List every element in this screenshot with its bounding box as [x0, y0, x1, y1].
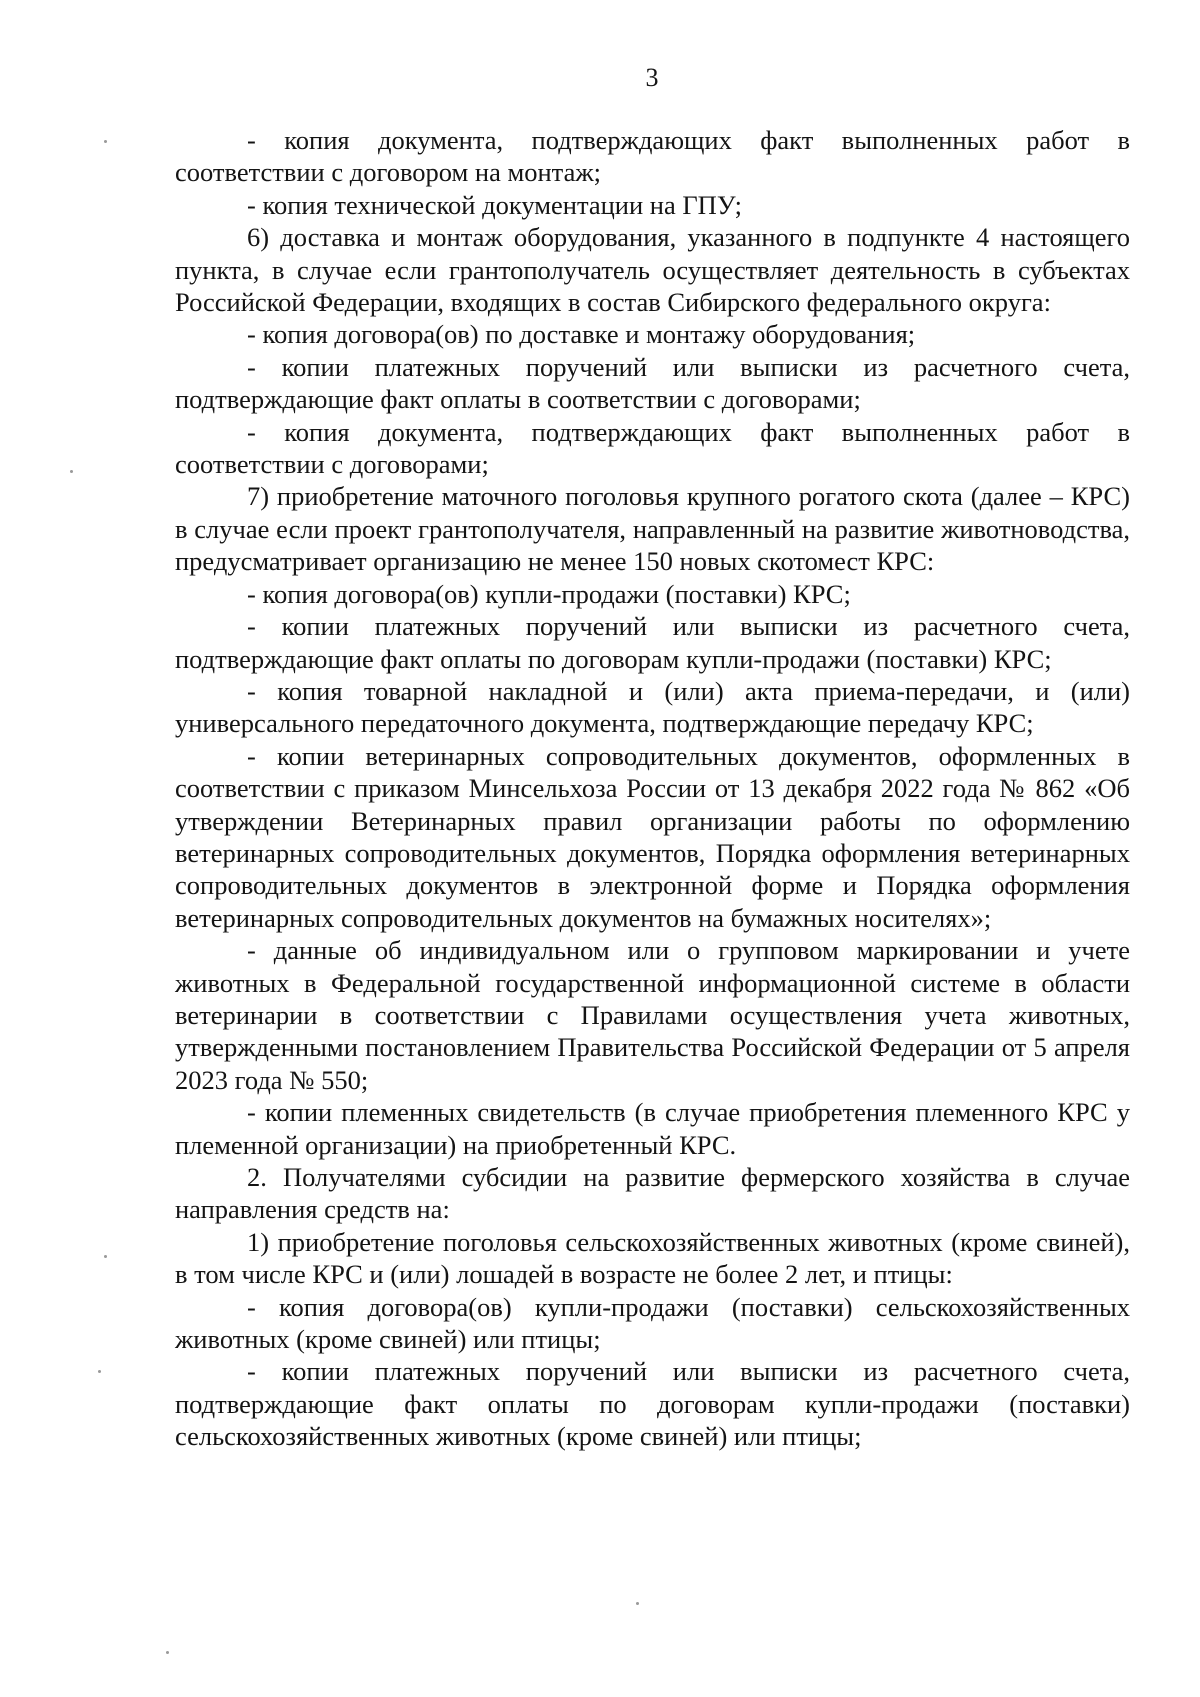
paragraph: 7) приобретение маточного поголовья крупного рогатого скота (далее – КРС) в случае если проект грантополучателя, направленный на развитие животноводства, предусматривает организацию не менее 150 новых скотомест КРС: [175, 481, 1130, 577]
scan-speck [166, 1651, 169, 1654]
paragraph: 6) доставка и монтаж оборудования, указанного в подпункте 4 настоящего пункта, в случае если грантополучатель осуществляет деятельность в субъектах Российской Федерации, входящих в состав Сибирского федерального округа: [175, 222, 1130, 318]
paragraph: - копия документа, подтверждающих факт выполненных работ в соответствии с договором на монтаж; [175, 125, 1130, 188]
paragraph: 2. Получателями субсидии на развитие фермерского хозяйства в случае направления средств на: [175, 1162, 1130, 1225]
paragraph: - копия договора(ов) купли-продажи (поставки) сельскохозяйственных животных (кроме свиней) или птицы; [175, 1291, 1130, 1355]
scan-speck [98, 1370, 101, 1373]
paragraph: - копия товарной накладной и (или) акта приема-передачи, и (или) универсального передаточного документа, подтверждающие передачу КРС; [175, 675, 1130, 739]
paragraph: - копии ветеринарных сопроводительных документов, оформленных в соответствии с приказом Минсельхоза России от 13 декабря 2022 года № 862 «Об утверждении Ветеринарных правил организации работы по оформлению ветеринарных сопроводительных документов, Порядка оформления ветеринарных сопроводительных документов в электронной форме и Порядка оформления ветеринарных сопроводительных документов на бумажных носителях»; [175, 740, 1130, 933]
scan-speck [104, 1255, 107, 1258]
paragraph: - копии платежных поручений или выписки из расчетного счета, подтверждающие факт оплаты в соответствии с договорами; [175, 351, 1130, 415]
paragraph: - копии платежных поручений или выписки из расчетного счета, подтверждающие факт оплаты по договорам купли-продажи (поставки) КРС; [175, 611, 1130, 674]
document-body [175, 124, 1130, 1453]
scan-speck [636, 1602, 639, 1605]
paragraph: - копия документа, подтверждающих факт выполненных работ в соответствии с договорами; [175, 416, 1130, 480]
paragraph: - данные об индивидуальном или о групповом маркировании и учете животных в Федеральной государственной информационной системе в области ветеринарии в соответствии с Правилами осуществления учета животных, утвержденными постановлением Правительства Российской Федерации от 5 апреля 2023 года № 550; [175, 935, 1130, 1095]
scan-speck [70, 470, 73, 473]
paragraph: 1) приобретение поголовья сельскохозяйственных животных (кроме свиней), в том числе КРС и (или) лошадей в возрасте не более 2 лет, и птицы: [175, 1226, 1130, 1290]
page-number: 3 [645, 63, 659, 92]
paragraph: - копии платежных поручений или выписки из расчетного счета, подтверждающие факт оплаты по договорам купли-продажи (поставки) сельскохозяйственных животных (кроме свиней) или птицы; [175, 1356, 1130, 1452]
paragraph: - копия технической документации на ГПУ; [247, 189, 742, 220]
paragraph: - копия договора(ов) купли-продажи (поставки) КРС; [247, 578, 851, 609]
paragraph: - копия договора(ов) по доставке и монтажу оборудования; [247, 319, 916, 350]
scan-speck [104, 140, 107, 143]
paragraph: - копии племенных свидетельств (в случае приобретения племенного КРС у племенной организации) на приобретенный КРС. [175, 1097, 1130, 1160]
